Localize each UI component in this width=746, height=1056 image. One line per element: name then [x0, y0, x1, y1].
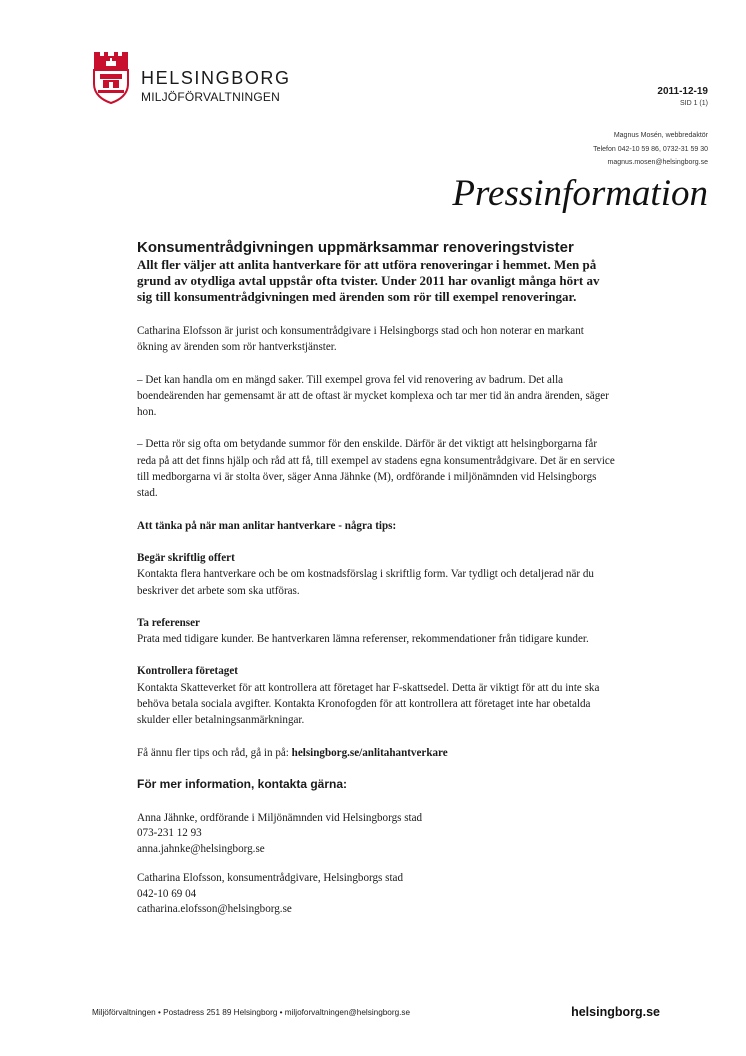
tip-title: Kontrollera företaget [137, 665, 238, 678]
org-department: MILJÖFÖRVALTNINGEN [141, 90, 280, 104]
footer-address: Miljöförvaltningen • Postadress 251 89 Helsingborg • miljoforvaltningen@helsingborg.se [92, 1008, 411, 1017]
tip-item [137, 615, 615, 648]
contact-block [593, 129, 708, 170]
helsingborg-coat-of-arms-logo [92, 50, 130, 104]
contact-person [137, 871, 615, 918]
footer-website-link[interactable]: helsingborg.se [571, 1005, 660, 1019]
tip-title: Ta referenser [137, 616, 200, 629]
tip-body: Kontakta flera hantverkare och be om kostnadsförslag i skriftlig form. Var tydligt och detaljerad när du beskriver det arbete som ska utföras. [137, 568, 594, 597]
lead-paragraph: Allt fler väljer att anlita hantverkare för att utföra renoveringar i hemmet. Men på grund av otydliga avtal uppstår ofta tvister. Under 2011 har ovanligt många hört av sig till konsumentrådgivningen med ärenden som rör till exempel renoveringar. [137, 257, 600, 304]
tip-title: Begär skriftlig offert [137, 551, 235, 564]
more-info-line [137, 745, 615, 761]
contact-person-name: Catharina Elofsson, konsumentrådgivare, Helsingborgs stad [137, 872, 403, 885]
contact-person-phone: 042-10 69 04 [137, 887, 197, 900]
document-date: 2011-12-19 [657, 86, 708, 97]
body-paragraph: Catharina Elofsson är jurist och konsumentrådgivare i Helsingborgs stad och hon noterar en markant ökning av ärenden som rör hantverkstjänster. [137, 325, 584, 354]
contact-person-phone: 073-231 12 93 [137, 827, 202, 840]
contact-name: Magnus Mosén, webbredaktör [613, 132, 708, 139]
contact-person-email[interactable]: anna.jahnke@helsingborg.se [137, 842, 265, 855]
tip-item [137, 663, 615, 728]
more-info-link[interactable]: helsingborg.se/anlitahantverkare [291, 746, 448, 759]
contact-email[interactable]: magnus.mosen@helsingborg.se [607, 159, 708, 166]
tip-body: Kontakta Skatteverket för att kontrollera att företaget har F-skattsedel. Detta är viktigt för att du inte ska behöva betala sociala avgifter. Kontakta Kronofogden för att kontrollera att företaget inte har obetalda skulder eller betalningsanmärkningar. [137, 681, 600, 727]
tip-body: Prata med tidigare kunder. Be hantverkaren lämna referenser, rekommendationer från tidigare kunder. [137, 633, 589, 646]
org-name: HELSINGBORG [141, 68, 291, 88]
more-info-prefix: Få ännu fler tips och råd, gå in på: [137, 746, 292, 759]
contact-heading: För mer information, kontakta gärna: [137, 776, 348, 791]
tips-heading: Att tänka på när man anlitar hantverkare - några tips: [137, 519, 397, 532]
contact-phone: Telefon 042-10 59 86, 0732-31 59 30 [593, 145, 708, 153]
page-number: SID 1 (1) [679, 100, 708, 107]
body-paragraph: – Det kan handla om en mängd saker. Till exempel grova fel vid renovering av badrum. Det alla boendeärenden har gemensamt är att de oftast är mycket komplexa och tar mer tid än andra ärenden, säger hon. [137, 373, 609, 419]
contact-person-email[interactable]: catharina.elofsson@helsingborg.se [137, 903, 292, 916]
tip-item [137, 550, 615, 599]
contact-person [137, 811, 615, 858]
headline: Konsumentrådgivningen uppmärksammar renoveringstvister [137, 239, 574, 256]
contact-person-name: Anna Jähnke, ordförande i Miljönämnden vid Helsingborgs stad [137, 811, 423, 824]
article-body [137, 239, 615, 932]
document-type-title: Pressinformation [452, 173, 708, 214]
body-paragraph: – Detta rör sig ofta om betydande summor för den enskilde. Därför är det viktigt att helsingborgarna får reda på att det finns hjälp och råd att få, till exempel av stadens egna konsumentrådgivare. Det är en service till medborgarna vi är stolta över, säger Anna Jähnke (M), ordförande i miljönämnden vid Helsingborgs stad. [137, 438, 615, 500]
